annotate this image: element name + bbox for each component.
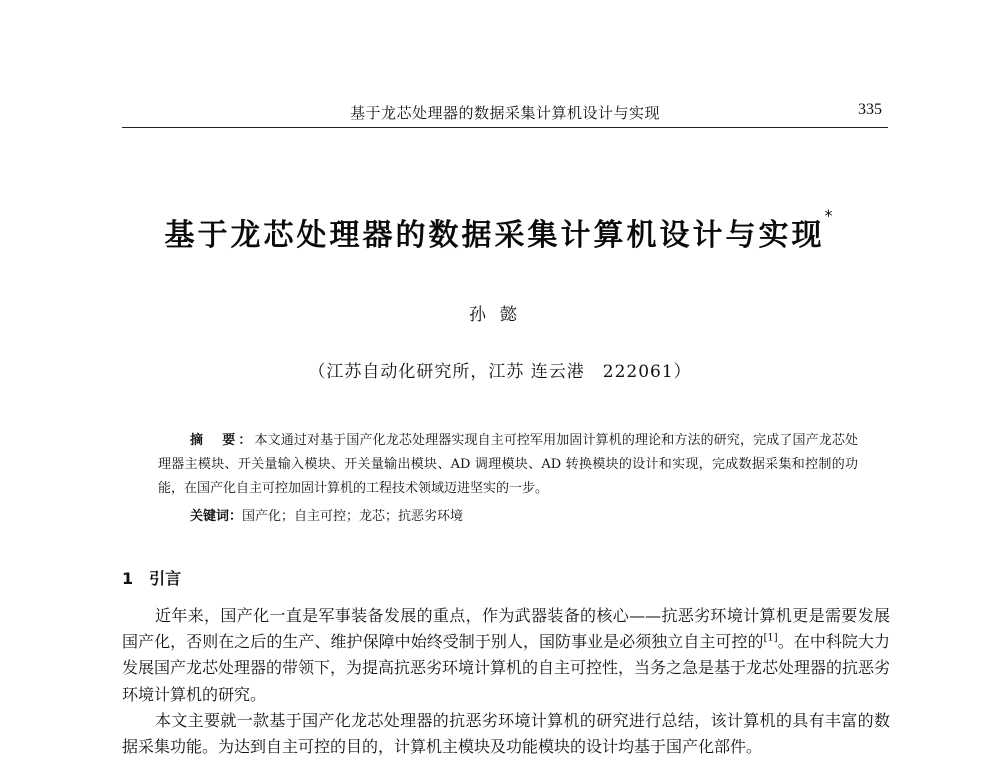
keywords-text: 国产化；自主可控；龙芯；抗恶劣环境 <box>242 509 464 524</box>
running-title: 基于龙芯处理器的数据采集计算机设计与实现 <box>349 104 660 122</box>
abstract <box>158 429 858 501</box>
affiliation: （江苏自动化研究所，江苏 连云港 222061） <box>308 362 692 382</box>
paper-title <box>0 206 1000 254</box>
body-paragraph-2: 本文主要就一款基于国产化龙芯处理器的抗恶劣环境计算机的研究进行总结，该计算机的具有丰富的数据采集功能。为达到自主可控的目的，计算机主模块及功能模块的设计均基于国产化部件。 <box>122 710 890 757</box>
citation-ref: [1] <box>763 632 778 644</box>
page-number: 335 <box>858 101 882 118</box>
section-number: 1 <box>122 569 134 588</box>
section-heading <box>122 566 181 589</box>
paper-title-text: 基于龙芯处理器的数据采集计算机设计与实现 <box>164 218 825 253</box>
body-paragraph-1-part-a: 近年来，国产化一直是军事装备发展的重点，作为武器装备的核心——抗恶劣环境计算机更是需要发展国产化，否则在之后的生产、维护保障中始终受制于别人，国防事业是必须独立自主可控的 <box>122 606 890 652</box>
body-paragraph-1-part-b: 。在中科院大力发展国产龙芯处理器的带领下，为提高抗恶劣环境计算机的自主可控性，当务之急是基于龙芯处理器的抗恶劣环境计算机的研究。 <box>122 632 891 704</box>
abstract-text: 本文通过对基于国产化龙芯处理器实现自主可控军用加固计算机的理论和方法的研究，完成了国产龙芯处理器主模块、开关量输入模块、开关量输出模块、AD 调理模块、AD 转换模块的设计和实现，完成数据采集和控制的功能，在国产化自主可控加固计算机的工程技术领域迈进坚实的一步。 <box>158 433 858 496</box>
body-text <box>122 603 890 760</box>
abstract-paragraph <box>158 429 858 501</box>
title-footnote-mark: * <box>824 206 836 225</box>
author: 孙懿 <box>469 305 531 325</box>
running-header <box>122 100 888 128</box>
abstract-label: 摘 要： <box>190 433 255 448</box>
keywords <box>190 505 463 529</box>
keywords-label: 关键词： <box>190 509 243 524</box>
body-paragraph-1 <box>122 603 890 708</box>
section-title: 引言 <box>149 569 182 588</box>
